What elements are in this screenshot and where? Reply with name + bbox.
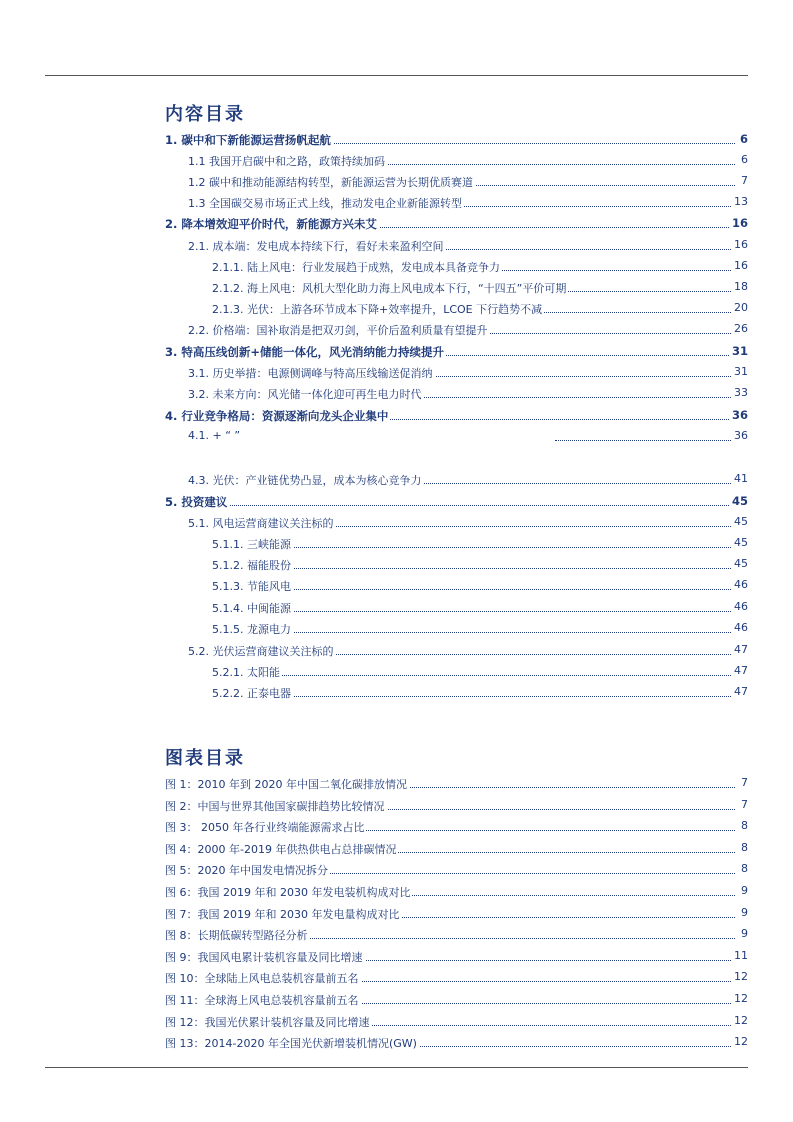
entry-title: 4.3. 光伏：产业链优势凸显，成本为核心竞争力 — [188, 474, 422, 487]
entry-page-number: 47 — [734, 643, 748, 656]
figure-entry[interactable] — [0, 1014, 793, 1034]
entry-title: 图 3： 2050 年各行业终端能源需求占比 — [165, 821, 365, 835]
dot-leader — [165, 505, 735, 506]
entry-title: 3.1. 历史举措：电源侧调峰与特高压线输送促消纳 — [188, 367, 433, 380]
entry-page-number: 33 — [734, 386, 748, 399]
entry-title: 5.1. 风电运营商建议关注标的 — [188, 517, 334, 530]
toc-entry[interactable] — [0, 643, 793, 663]
entry-title: 5.1.2. 福能股份 — [212, 559, 291, 572]
figure-entry[interactable] — [0, 841, 793, 861]
entry-title: 5.1.1. 三峡能源 — [212, 538, 291, 551]
entry-page-number: 36 — [731, 408, 748, 422]
entry-title: 图 4：2000 年-2019 年供热供电占总排碳情况 — [165, 842, 397, 856]
toc-entry[interactable] — [0, 195, 793, 215]
figure-entry[interactable] — [0, 884, 793, 904]
entry-page-number: 11 — [734, 948, 748, 962]
entry-title: 图 2：中国与世界其他国家碳排趋势比较情况 — [165, 799, 385, 813]
entry-page-number: 9 — [741, 905, 748, 919]
toc-entry[interactable] — [0, 344, 793, 364]
entry-title: 2. 降本增效迎平价时代，新能源方兴未艾 — [165, 217, 377, 231]
entry-title: 1.1 我国开启碳中和之路，政策持续加码 — [188, 155, 385, 168]
entry-page-number: 18 — [734, 280, 748, 293]
entry-page-number: 7 — [741, 776, 748, 789]
toc-entry[interactable] — [0, 536, 793, 556]
figure-entry[interactable] — [0, 862, 793, 882]
entry-title: 5.2.2. 正泰电器 — [212, 687, 291, 700]
entry-title: 1.2 碳中和推动能源结构转型，新能源运营为长期优质赛道 — [188, 176, 473, 189]
figure-entry[interactable] — [0, 949, 793, 969]
entry-title: 5.2.1. 太阳能 — [212, 666, 280, 679]
figure-entry[interactable] — [0, 798, 793, 818]
entry-title: 3.2. 未来方向：风光储一体化迎可再生电力时代 — [188, 388, 422, 401]
toc-entry[interactable] — [0, 259, 793, 279]
entry-page-number: 45 — [731, 494, 748, 508]
entry-title: 图 13：2014-2020 年全国光伏新增装机情况(GW) — [165, 1037, 417, 1051]
entry-title: 2.1.3. 光伏：上游各环节成本下降+效率提升，LCOE 下行趋势不减 — [212, 303, 543, 316]
figure-entry[interactable] — [0, 906, 793, 926]
toc-entry[interactable] — [0, 365, 793, 385]
entry-page-number: 9 — [741, 927, 748, 941]
toc-entry[interactable] — [0, 557, 793, 577]
entry-page-number: 9 — [741, 884, 748, 897]
entry-title: 3. 特高压线创新+储能一体化，风光消纳能力持续提升 — [165, 345, 445, 359]
entry-title: 5.1.5. 龙源电力 — [212, 623, 291, 636]
toc-entry[interactable] — [0, 472, 793, 492]
entry-page-number: 31 — [734, 365, 748, 378]
header-rule — [45, 75, 748, 76]
entry-page-number: 7 — [741, 174, 748, 187]
toc-entry[interactable] — [0, 132, 793, 152]
entry-page-number: 8 — [741, 840, 748, 854]
entry-page-number: 20 — [734, 301, 748, 314]
entry-title: 图 8：长期低碳转型路径分析 — [165, 929, 308, 943]
footer-rule — [45, 1067, 748, 1068]
entry-page-number: 31 — [731, 344, 748, 358]
entry-page-number: 12 — [734, 1013, 748, 1027]
entry-title: 图 1：2010 年到 2020 年中国二氧化碳排放情况 — [165, 778, 407, 791]
toc-entry[interactable] — [0, 600, 793, 620]
toc-entry[interactable] — [0, 685, 793, 705]
entry-page-number: 47 — [734, 664, 748, 677]
entry-title: 2.1. 成本端：发电成本持续下行，看好未来盈利空间 — [188, 240, 444, 253]
figure-entry[interactable] — [0, 970, 793, 990]
toc-entry[interactable] — [0, 494, 793, 514]
entry-page-number: 45 — [734, 557, 748, 570]
figure-entry[interactable] — [0, 776, 793, 796]
entry-page-number: 12 — [734, 992, 748, 1005]
entry-page-number: 16 — [734, 238, 748, 251]
toc-entry[interactable] — [0, 280, 793, 300]
figure-entry[interactable] — [0, 819, 793, 839]
entry-page-number: 7 — [741, 797, 748, 811]
entry-page-number: 26 — [734, 322, 748, 335]
entry-page-number: 8 — [741, 862, 748, 876]
entry-title: 图 6：我国 2019 年和 2030 年发电装机构成对比 — [165, 886, 411, 899]
entry-title: 4.1. + “ ” — [188, 429, 241, 442]
entry-title: 图 11：全球海上风电总装机容量前五名 — [165, 994, 359, 1007]
figure-list-heading: 图表目录 — [165, 748, 245, 769]
figure-entry[interactable] — [0, 992, 793, 1012]
toc-entry[interactable] — [0, 174, 793, 194]
entry-title: 图 12：我国光伏累计装机容量及同比增速 — [165, 1015, 370, 1029]
entry-page-number: 45 — [734, 515, 748, 528]
entry-page-number: 12 — [734, 970, 748, 984]
toc-entry[interactable] — [0, 429, 793, 449]
entry-title: 图 7：我国 2019 年和 2030 年发电量构成对比 — [165, 907, 400, 921]
entry-title: 2.1.1. 陆上风电：行业发展趋于成熟，发电成本具备竞争力 — [212, 261, 500, 274]
entry-title: 1.3 全国碳交易市场正式上线，推动发电企业新能源转型 — [188, 197, 462, 210]
entry-page-number: 45 — [734, 536, 748, 549]
entry-title: 图 5：2020 年中国发电情况拆分 — [165, 864, 328, 878]
toc-entry[interactable] — [0, 408, 793, 428]
entry-page-number: 13 — [734, 195, 748, 208]
entry-title: 2.1.2. 海上风电：风机大型化助力海上风电成本下行，“十四五”平价可期 — [212, 282, 567, 295]
entry-page-number: 46 — [734, 578, 748, 591]
toc-entry[interactable] — [0, 301, 793, 321]
toc-entry[interactable] — [0, 216, 793, 236]
entry-page-number: 46 — [734, 600, 748, 613]
entry-title: 5. 投资建议 — [165, 495, 228, 509]
entry-page-number: 41 — [734, 472, 748, 485]
toc-heading: 内容目录 — [165, 104, 245, 125]
toc-entry[interactable] — [0, 515, 793, 535]
entry-title: 图 9：我国风电累计装机容量及同比增速 — [165, 950, 363, 964]
toc-entry[interactable] — [0, 621, 793, 641]
entry-title: 图 10：全球陆上风电总装机容量前五名 — [165, 972, 359, 986]
entry-page-number: 6 — [739, 132, 748, 146]
toc-entry[interactable] — [0, 386, 793, 406]
entry-title: 5.2. 光伏运营商建议关注标的 — [188, 645, 334, 658]
entry-page-number: 6 — [741, 153, 748, 166]
toc-entry[interactable] — [0, 322, 793, 342]
toc-entry[interactable] — [0, 664, 793, 684]
dot-leader — [555, 440, 735, 441]
entry-title: 5.1.3. 节能风电 — [212, 580, 291, 593]
entry-page-number: 47 — [734, 685, 748, 698]
toc-entry[interactable] — [0, 238, 793, 258]
entry-title: 4. 行业竞争格局：资源逐渐向龙头企业集中 — [165, 409, 389, 423]
entry-page-number: 46 — [734, 621, 748, 634]
entry-page-number: 12 — [734, 1035, 748, 1049]
entry-title: 5.1.4. 中闽能源 — [212, 602, 291, 615]
entry-page-number: 8 — [741, 819, 748, 833]
dot-leader — [212, 675, 735, 676]
entry-page-number: 36 — [734, 429, 748, 442]
entry-title: 2.2. 价格端：国补取消是把双刃剑，平价后盈利质量有望提升 — [188, 324, 488, 337]
entry-title: 1. 碳中和下新能源运营扬帆起航 — [165, 133, 331, 147]
toc-entry[interactable] — [0, 153, 793, 173]
toc-entry[interactable] — [0, 578, 793, 598]
entry-page-number: 16 — [734, 259, 748, 272]
figure-entry[interactable] — [0, 1035, 793, 1055]
figure-entry[interactable] — [0, 927, 793, 947]
entry-page-number: 16 — [731, 216, 748, 230]
